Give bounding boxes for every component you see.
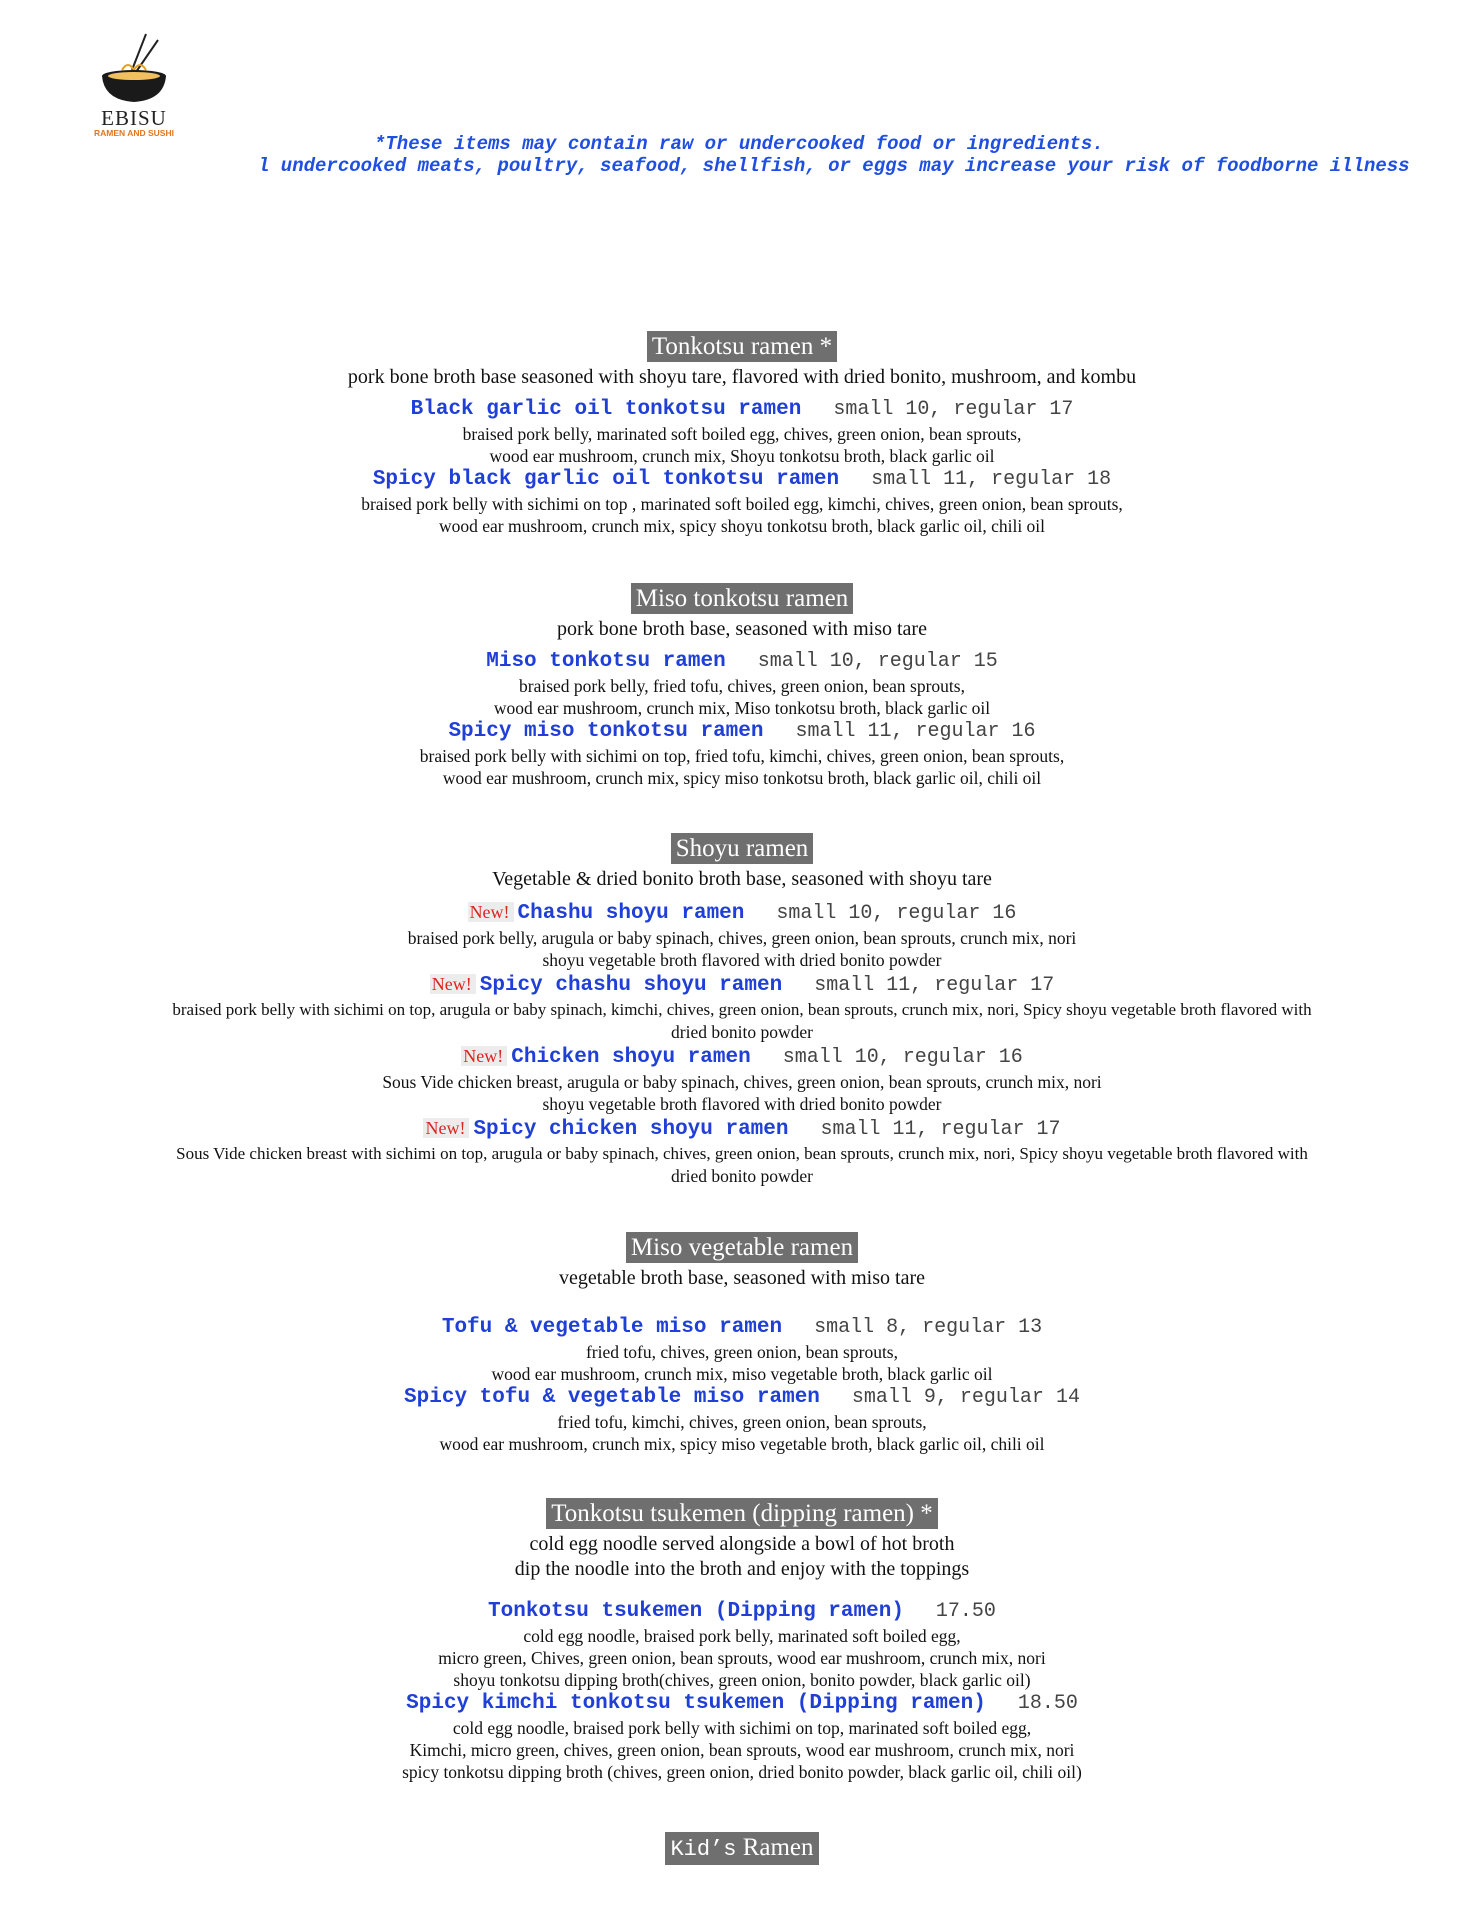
item-description: cold egg noodle, braised pork belly, marinated soft boiled egg, [523,1626,961,1646]
item-name: Tonkotsu tsukemen (Dipping ramen) [488,1600,904,1623]
broth-base: Vegetable & dried bonito broth base, seasoned with shoyu tare [492,868,992,890]
section-miso-tonkotsu [0,583,1484,789]
item-price: small 10, regular 16 [782,1046,1023,1069]
brand-name: EBISU [101,106,167,130]
item-description: braised pork belly, marinated soft boiled egg, chives, green onion, bean sprouts, [462,424,1022,444]
item-price: small 11, regular 18 [871,468,1112,491]
item-title-row [0,719,1484,745]
section-heading: Tonkotsu tsukemen (dipping ramen) * [546,1498,938,1529]
item-description: Sous Vide chicken breast, arugula or baby spinach, chives, green onion, bean sprouts, crunch mix, nori [382,1072,1102,1092]
new-badge: New! [423,1118,469,1138]
item-description: fried tofu, kimchi, chives, green onion, bean sprouts, [557,1412,927,1432]
section-tonkotsu [0,331,1484,537]
item-title-row [0,397,1484,423]
section-heading [665,1832,818,1865]
item-name: Spicy kimchi tonkotsu tsukemen (Dipping ramen) [406,1692,986,1715]
item-name: Miso tonkotsu ramen [486,650,726,673]
item-description: cold egg noodle, braised pork belly with sichimi on top, marinated soft boiled egg, [452,1718,1032,1738]
item-price: small 8, regular 13 [814,1316,1043,1339]
item-name: Spicy chashu shoyu ramen [479,974,783,997]
item-description: shoyu tonkotsu dipping broth(chives, green onion, bonito powder, black garlic oil) [453,1670,1031,1690]
menu-item [0,1043,1484,1115]
item-title-row [0,1385,1484,1411]
item-description: wood ear mushroom, crunch mix, Miso tonkotsu broth, black garlic oil [493,698,991,718]
item-price: small 11, regular 17 [814,974,1055,997]
item-description: dried bonito powder [671,1022,813,1042]
broth-base: pork bone broth base, seasoned with miso tare [557,618,927,640]
item-description: wood ear mushroom, crunch mix, Shoyu tonkotsu broth, black garlic oil [489,446,995,466]
item-description: braised pork belly with sichimi on top, arugula or baby spinach, kimchi, chives, green onion, bean sprouts, crunch mix, nori, Spicy shoyu vegetable broth flavored with [172,1000,1312,1019]
item-name: Spicy miso tonkotsu ramen [448,720,764,743]
item-description: braised pork belly, arugula or baby spinach, chives, green onion, bean sprouts, crunch mix, nori [407,928,1077,948]
foodborne-illness-warning: l undercooked meats, poultry, seafood, shellfish, or eggs may increase your risk of foodborne illness [258,155,1410,177]
ramen-bowl-icon [94,30,174,106]
item-title-row [0,1599,1484,1625]
menu-item [0,467,1484,537]
item-price: 17.50 [935,1600,996,1623]
section-heading: Miso vegetable ramen [626,1232,858,1263]
section-tsukemen [0,1498,1484,1783]
item-description: wood ear mushroom, crunch mix, spicy miso tonkotsu broth, black garlic oil, chili oil [442,768,1042,788]
item-title-row [0,1691,1484,1717]
broth-base: pork bone broth base seasoned with shoyu tare, flavored with dried bonito, mushroom, and kombu [347,366,1137,388]
broth-base: dip the noodle into the broth and enjoy with the toppings [514,1558,970,1580]
menu-item [0,1385,1484,1455]
item-price: small 9, regular 14 [851,1386,1080,1409]
brand-tagline: RAMEN AND SUSHI [94,128,174,138]
item-name: Tofu & vegetable miso ramen [441,1316,783,1339]
item-description: fried tofu, chives, green onion, bean sprouts, [585,1342,898,1362]
menu-item [0,719,1484,789]
section-heading: Miso tonkotsu ramen [631,583,854,614]
item-description: wood ear mushroom, crunch mix, spicy miso vegetable broth, black garlic oil, chili oil [439,1434,1045,1454]
item-title-row [0,467,1484,493]
item-description: shoyu vegetable broth flavored with dried bonito powder [542,1094,942,1114]
item-price: small 11, regular 17 [820,1118,1061,1141]
item-title-row [0,899,1484,927]
item-description: wood ear mushroom, crunch mix, miso vegetable broth, black garlic oil [491,1364,993,1384]
item-price: small 10, regular 16 [776,902,1017,925]
item-description: micro green, Chives, green onion, bean sprouts, wood ear mushroom, crunch mix, nori [438,1648,1046,1668]
item-description: braised pork belly with sichimi on top, fried tofu, kimchi, chives, green onion, bean sprouts, [419,746,1065,766]
menu-item [0,1115,1484,1187]
item-description: shoyu vegetable broth flavored with dried bonito powder [542,950,942,970]
item-description: Sous Vide chicken breast with sichimi on top, arugula or baby spinach, chives, green onion, bean sprouts, crunch mix, nori, Spicy shoyu vegetable broth flavored with [176,1144,1308,1163]
item-name: Black garlic oil tonkotsu ramen [410,398,802,421]
item-title-row [0,971,1484,999]
item-title-row [0,649,1484,675]
section-heading: Tonkotsu ramen * [647,331,837,362]
menu-item [0,1315,1484,1385]
item-description: wood ear mushroom, crunch mix, spicy shoyu tonkotsu broth, black garlic oil, chili oil [438,516,1046,536]
item-description: Kimchi, micro green, chives, green onion, bean sprouts, wood ear mushroom, crunch mix, nori [409,1740,1075,1760]
section-shoyu [0,833,1484,1187]
new-badge: New! [430,974,476,994]
item-price: small 11, regular 16 [795,720,1036,743]
item-name: Chashu shoyu ramen [517,902,745,925]
broth-base: vegetable broth base, seasoned with miso tare [559,1267,925,1289]
menu-item [0,1691,1484,1783]
menu-item [0,899,1484,971]
menu-item [0,971,1484,1043]
section-kids [0,1832,1484,1865]
item-price: small 10, regular 15 [757,650,998,673]
item-name: Spicy chicken shoyu ramen [473,1118,789,1141]
brand-logo [84,30,184,138]
kids-heading-b: Ramen [742,1834,814,1861]
item-price: small 10, regular 17 [833,398,1074,421]
menu-item [0,397,1484,467]
item-description: spicy tonkotsu dipping broth (chives, green onion, dried bonito powder, black garlic oil, chili oil) [402,1762,1082,1782]
new-badge: New! [468,902,514,922]
item-name: Spicy black garlic oil tonkotsu ramen [372,468,840,491]
item-title-row [0,1043,1484,1071]
item-name: Chicken shoyu ramen [511,1046,751,1069]
item-title-row [0,1315,1484,1341]
item-description: dried bonito powder [671,1166,813,1186]
item-description: braised pork belly with sichimi on top , marinated soft boiled egg, kimchi, chives, green onion, bean sprouts, [361,494,1123,514]
menu-item [0,649,1484,719]
section-miso-vegetable [0,1232,1484,1455]
kids-heading-a: Kid’s [670,1837,737,1862]
item-title-row [0,1115,1484,1143]
new-badge: New! [461,1046,507,1066]
menu-item [0,1599,1484,1691]
section-heading: Shoyu ramen [671,833,814,864]
item-price: 18.50 [1017,1692,1078,1715]
broth-base: cold egg noodle served alongside a bowl of hot broth [529,1533,955,1555]
raw-food-warning: *These items may contain raw or undercooked food or ingredients. [374,133,1104,155]
item-name: Spicy tofu & vegetable miso ramen [404,1386,820,1409]
item-description: braised pork belly, fried tofu, chives, green onion, bean sprouts, [519,676,965,696]
